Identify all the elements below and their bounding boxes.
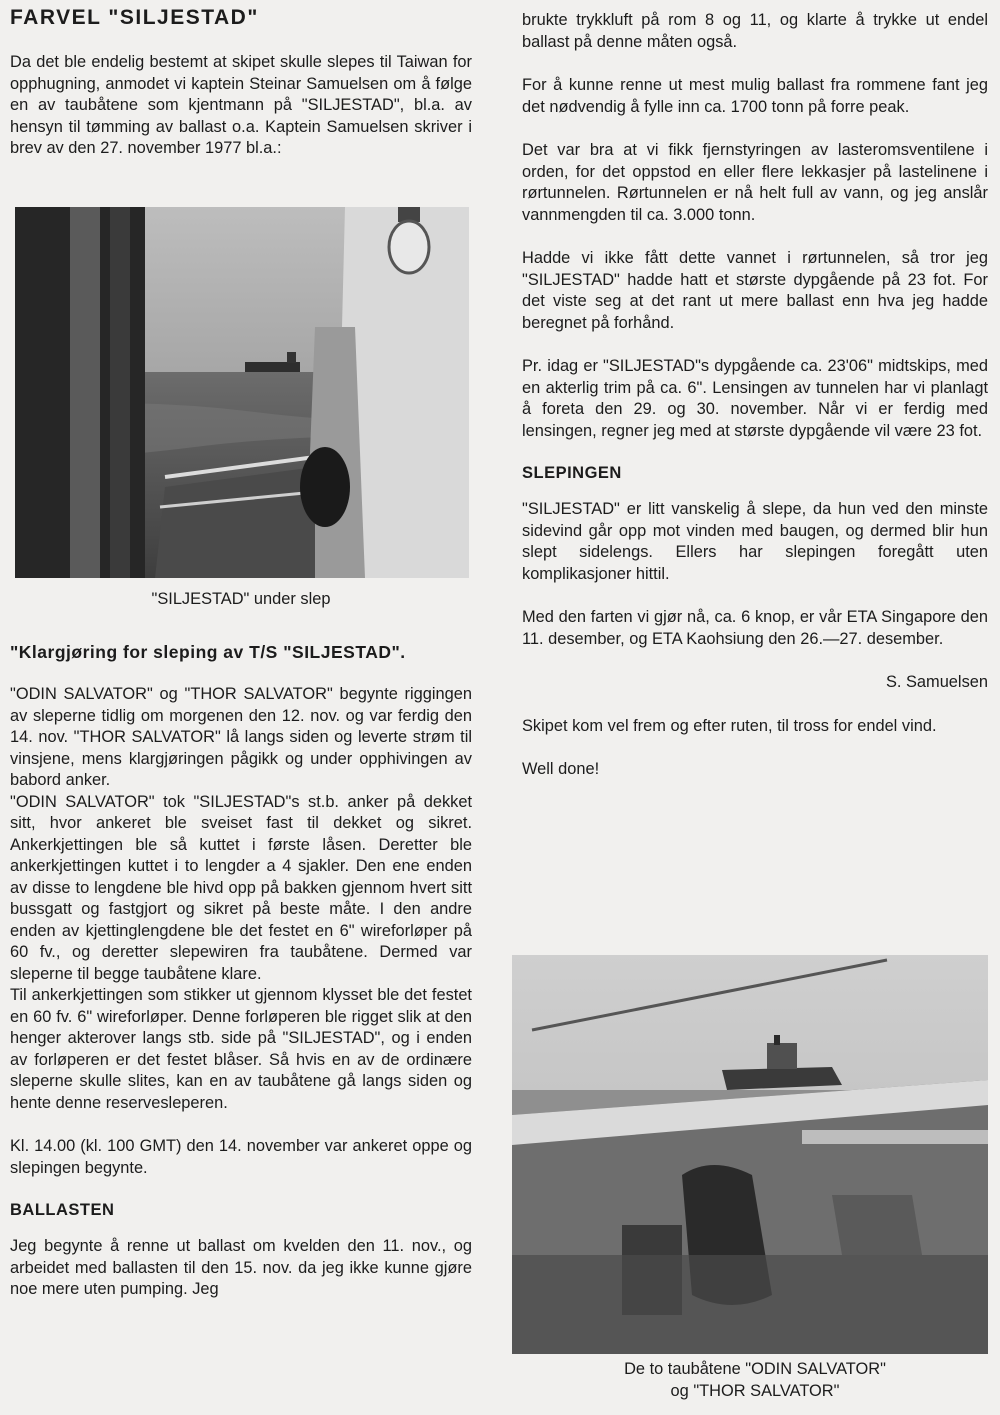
section1-heading: "Klargjøring for sleping av T/S "SILJESTAD".: [10, 642, 406, 662]
photo1-caption: "SILJESTAD" under slep: [151, 590, 331, 608]
photo2-caption-line-2: og "THOR SALVATOR": [670, 1382, 840, 1400]
ballast-paragraph-1: Jeg begynte å renne ut ballast om kvelden den 11. nov., og arbeidet med ballasten til den 15. nov. da jeg ikke kunne gjøre noe mere uten pumping. Jeg: [10, 1237, 472, 1298]
photo-siljestad-image: [15, 207, 469, 578]
ballast-paragraph-4: Det var bra at vi fikk fjernstyringen av lasteromsventilene i orden, for det oppstod en eller flere lekkasjer på lastelinene i rørtunnelen. Rørtunnelen er nå helt full av vann, og jeg anslår vannmengden til ca. 3.000 tonn.: [522, 141, 988, 224]
closing-paragraph: Skipet kom vel frem og efter ruten, til tross for endel vind.: [522, 716, 937, 735]
article-title: FARVEL "SILJESTAD": [10, 6, 259, 29]
photo-siljestad-under-tow: [15, 207, 469, 578]
ballast-heading: BALLASTEN: [10, 1201, 115, 1219]
slepingen-paragraph-1: "SILJESTAD" er litt vanskelig å slepe, da hun ved den minste sidevind går opp mot vinden med baugen, og dermed blir hun slept sidelengs. Ellers har slepingen foregått uten komplikasjoner hittil.: [522, 500, 988, 583]
photo2-caption: [522, 1358, 988, 1402]
ballast-paragraph-2: brukte trykkluft på rom 8 og 11, og klarte å trykke ut endel ballast på denne måten også.: [522, 11, 988, 51]
section1-body: [10, 684, 472, 1301]
slepingen-paragraph-2: Med den farten vi gjør nå, ca. 6 knop, er vår ETA Singapore den 11. desember, og ETA Kaohsiung den 26.—27. desember.: [522, 608, 988, 648]
intro-paragraph: Da det ble endelig bestemt at skipet skulle slepes til Taiwan for opphugning, anmodet vi kaptein Steinar Samuelsen om å følge en av taubåtene som kjentmann på "SILJESTAD", bl.a. av hensyn til tømming av ballast o.a. Kaptein Samuelsen skriver i brev av den 27. november 1977 bl.a.:: [10, 53, 472, 157]
ballast-paragraph-6: Pr. idag er "SILJESTAD"s dypgående ca. 23'06" midtskips, med en akterlig trim på ca. 6". Lensingen av tunnelen har vi planlagt å foreta den 29. og 30. november. Når vi er ferdig med lensingen, regner jeg med at største dypgående vil være 23 fot.: [522, 357, 988, 440]
section1-paragraph-4: Kl. 14.00 (kl. 100 GMT) den 14. november var ankeret oppe og slepingen begynte.: [10, 1137, 472, 1177]
section1-paragraph-1: "ODIN SALVATOR" og "THOR SALVATOR" begynte riggingen av sleperne tidlig om morgenen den 12. nov. og var ferdig den 14. nov. "THOR SALVATOR" lå langs siden og leverte strøm til vinsjene, mens klargjøringen pågikk og under opphivingen av babord anker.: [10, 685, 472, 789]
photo2-caption-line-1: De to taubåtene "ODIN SALVATOR": [624, 1360, 886, 1378]
ballast-paragraph-5: Hadde vi ikke fått dette vannet i rørtunnelen, så tror jeg "SILJESTAD" hadde hatt et største dypgående på 23 fot. For det viste seg at det rant ut mere ballast enn hva jeg hadde beregnet på forhånd.: [522, 249, 988, 332]
slepingen-heading: SLEPINGEN: [522, 464, 622, 482]
signature: S. Samuelsen: [885, 673, 988, 691]
photo-tugboats: [512, 955, 988, 1354]
section1-paragraph-2: "ODIN SALVATOR" tok "SILJESTAD"s st.b. anker på dekket sitt, hvor ankeret ble sveiset fast til dekket og sikret. Ankerkjettingen ble så kuttet i første låsen. Deretter ble ankerkjettingen kuttet i to lengder a 4 sjakler. Den ene enden av disse to lengdene ble hivd opp på bakken gjennom hvert sitt bussgatt og fastgjort og sikret på beste måte. I den andre enden av kjettinglengdene ble det festet en 6" wireforløper på 60 fv., og deretter slepewiren fra taubåtene. Dermed var sleperne til begge taubåtene klare.: [10, 792, 472, 983]
closing-remark: Well done!: [522, 760, 600, 778]
section1-paragraph-3: Til ankerkjettingen som stikker ut gjennom klysset ble det festet en 60 fv. 6" wireforløper. Denne forløperen ble rigget slik at den henger akterover langs stb. side på "SILJESTAD", og i enden av forløperen er det festet blåser. Så hvis en av de ordinære sleperne skulle slites, kan en av taubåtene gå langs siden og hente denne reservesleperen.: [10, 986, 472, 1112]
photo-tugboats-image: [512, 955, 988, 1354]
ballast-paragraph-3: For å kunne renne ut mest mulig ballast fra rommene fant jeg det nødvendig å fylle inn ca. 1700 tonn på forre peak.: [522, 76, 988, 116]
